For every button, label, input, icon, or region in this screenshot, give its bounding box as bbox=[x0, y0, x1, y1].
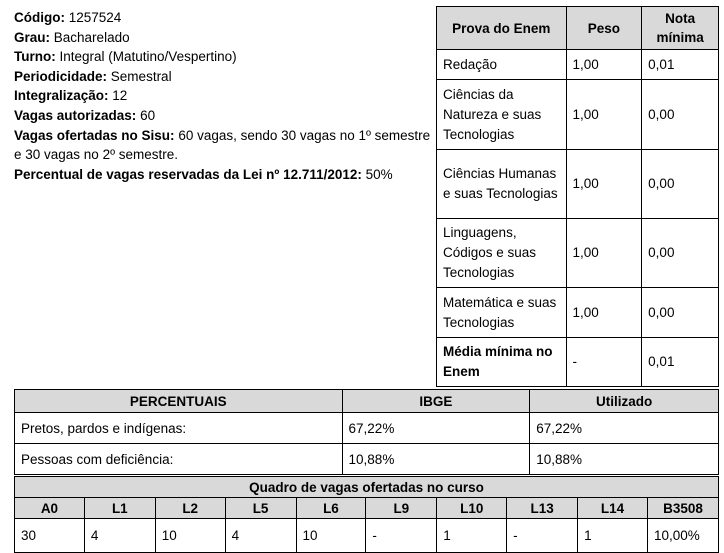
course-info bbox=[14, 8, 434, 184]
vagas-header-l10: L10 bbox=[437, 498, 507, 519]
vagas-autorizadas-line bbox=[14, 106, 434, 126]
enem-peso-cell: 1,00 bbox=[566, 288, 642, 338]
enem-header-peso: Peso bbox=[566, 7, 642, 50]
table-row bbox=[437, 338, 719, 387]
percentuais-table bbox=[14, 389, 719, 475]
periodicidade-line bbox=[14, 67, 434, 87]
vagas-value-cell: - bbox=[507, 519, 578, 553]
vagas-value-cell: 10,00% bbox=[647, 519, 718, 553]
enem-prova-cell: Ciências da Natureza e suas Tecnologias bbox=[437, 80, 567, 150]
utilizado-header: Utilizado bbox=[530, 390, 719, 413]
integralizacao-line bbox=[14, 86, 434, 106]
vagas-value-cell: 4 bbox=[84, 519, 155, 553]
percentuais-header-row bbox=[15, 390, 719, 413]
integralizacao-value: 12 bbox=[112, 88, 128, 104]
percentuais-header: PERCENTUAIS bbox=[15, 390, 343, 413]
vagas-header-l5: L5 bbox=[225, 498, 296, 519]
enem-peso-cell: 1,00 bbox=[566, 80, 642, 150]
table-row bbox=[437, 50, 719, 80]
enem-prova-cell: Linguagens, Códigos e suas Tecnologias bbox=[437, 219, 567, 288]
vagas-autorizadas-value: 60 bbox=[140, 107, 156, 123]
enem-nota-cell: 0,01 bbox=[642, 50, 719, 80]
vagas-sisu-line bbox=[14, 126, 434, 165]
periodicidade-value: Semestral bbox=[110, 68, 172, 84]
codigo-label: Código: bbox=[14, 10, 65, 25]
enem-nota-cell: 0,00 bbox=[642, 288, 719, 338]
vagas-header-l9: L9 bbox=[366, 498, 437, 519]
vagas-header-l2: L2 bbox=[155, 498, 225, 519]
table-row bbox=[437, 288, 719, 338]
vagas-value-cell: 4 bbox=[225, 519, 296, 553]
vagas-value-cell: 10 bbox=[155, 519, 225, 553]
grau-line bbox=[14, 28, 434, 48]
enem-header-prova: Prova do Enem bbox=[437, 7, 567, 50]
vagas-header-a0: A0 bbox=[15, 498, 85, 519]
vagas-header-l14: L14 bbox=[578, 498, 648, 519]
enem-prova-cell: Ciências Humanas e suas Tecnologias bbox=[437, 150, 567, 219]
enem-peso-cell: 1,00 bbox=[566, 219, 642, 288]
vagas-autorizadas-label: Vagas autorizadas: bbox=[14, 107, 137, 123]
utilizado-value-cell: 67,22% bbox=[530, 413, 719, 444]
vagas-value-cell: 1 bbox=[437, 519, 507, 553]
enem-prova-cell: Redação bbox=[437, 50, 567, 80]
enem-nota-cell: 0,00 bbox=[642, 219, 719, 288]
grau-label: Grau: bbox=[14, 29, 51, 45]
vagas-value-cell: 1 bbox=[578, 519, 648, 553]
vagas-sisu-value: 60 vagas, sendo 30 vagas no 1º semestre e 30 vagas no 2º semestre. bbox=[14, 127, 431, 163]
codigo-value: 1257524 bbox=[68, 10, 122, 25]
enem-peso-cell: - bbox=[566, 338, 642, 387]
percentual-line bbox=[14, 165, 434, 185]
vagas-value-cell: 30 bbox=[15, 519, 85, 553]
table-row bbox=[437, 80, 719, 150]
table-row bbox=[437, 150, 719, 219]
percentual-label-cell: Pretos, pardos e indígenas: bbox=[15, 413, 343, 444]
enem-nota-cell: 0,00 bbox=[642, 150, 719, 219]
percentual-label: Percentual de vagas reservadas da Lei nº 12.711/2012: bbox=[14, 166, 362, 182]
enem-prova-cell: Matemática e suas Tecnologias bbox=[437, 288, 567, 338]
enem-nota-cell: 0,01 bbox=[642, 338, 719, 387]
vagas-value-cell: 10 bbox=[296, 519, 366, 553]
vagas-header-l6: L6 bbox=[296, 498, 366, 519]
enem-table bbox=[436, 6, 719, 387]
enem-header-nota: Nota mínima bbox=[642, 7, 719, 50]
enem-peso-cell: 1,00 bbox=[566, 150, 642, 219]
ibge-value-cell: 67,22% bbox=[342, 413, 530, 444]
vagas-title-row bbox=[15, 477, 719, 498]
percentual-label-cell: Pessoas com deficiência: bbox=[15, 444, 343, 475]
grau-value: Bacharelado bbox=[53, 29, 130, 45]
table-row bbox=[15, 519, 719, 553]
turno-label: Turno: bbox=[14, 49, 56, 65]
table-row bbox=[437, 219, 719, 288]
codigo-line bbox=[14, 8, 434, 28]
integralizacao-label: Integralização: bbox=[14, 88, 109, 104]
vagas-header-b3508: B3508 bbox=[647, 498, 718, 519]
enem-peso-cell: 1,00 bbox=[566, 50, 642, 80]
vagas-header-l1: L1 bbox=[84, 498, 155, 519]
vagas-header-row bbox=[15, 498, 719, 519]
turno-value: Integral (Matutino/Vespertino) bbox=[59, 49, 237, 65]
enem-nota-cell: 0,00 bbox=[642, 80, 719, 150]
vagas-table-title: Quadro de vagas ofertadas no curso bbox=[15, 477, 719, 498]
periodicidade-label: Periodicidade: bbox=[14, 68, 108, 84]
vagas-sisu-label: Vagas ofertadas no Sisu: bbox=[14, 127, 175, 143]
enem-header-row bbox=[437, 7, 719, 50]
utilizado-value-cell: 10,88% bbox=[530, 444, 719, 475]
ibge-value-cell: 10,88% bbox=[342, 444, 530, 475]
table-row bbox=[15, 413, 719, 444]
vagas-value-cell: - bbox=[366, 519, 437, 553]
ibge-header: IBGE bbox=[342, 390, 530, 413]
vagas-header-l13: L13 bbox=[507, 498, 578, 519]
enem-media-cell: Média mínima no Enem bbox=[437, 338, 567, 387]
percentual-value: 50% bbox=[365, 166, 393, 182]
table-row bbox=[15, 444, 719, 475]
turno-line bbox=[14, 47, 434, 67]
vagas-table bbox=[14, 476, 719, 553]
